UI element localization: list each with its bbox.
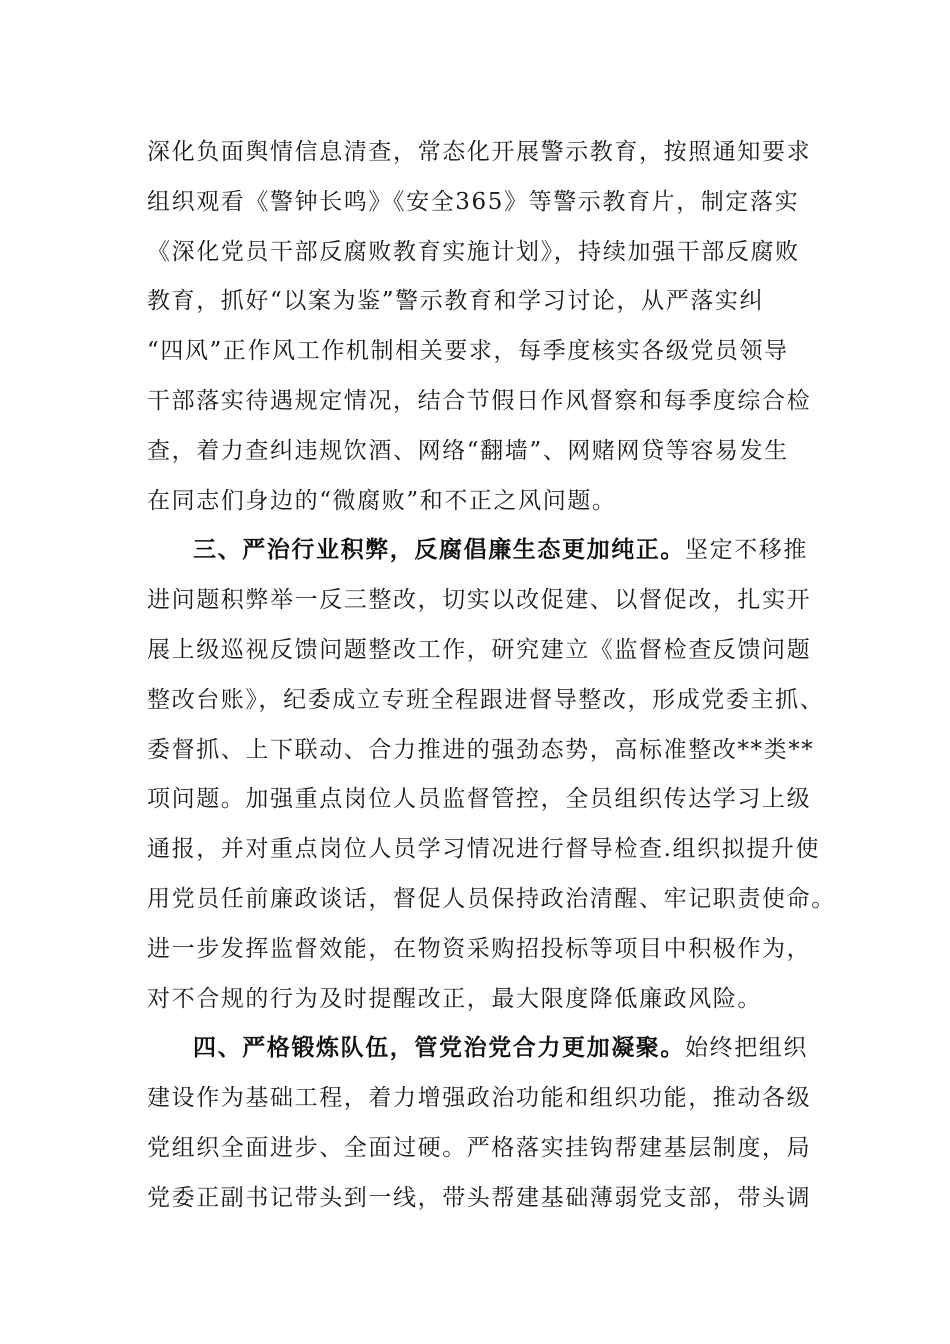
section-three-lead-text: 坚定不移推	[685, 537, 808, 564]
section-four-heading: 四、严格锻炼队伍，管党治党合力更加凝聚。	[193, 1035, 685, 1062]
paragraph-line: 党委正副书记带头到一线，带头帮建基础薄弱党支部，带头调	[147, 1184, 812, 1211]
paragraph-line: 进一步发挥监督效能，在物资采购招投标等项目中积极作为，	[147, 935, 812, 962]
paragraph-line: 委督抓、上下联动、合力推进的强劲态势，高标准整改**类**	[147, 736, 815, 763]
paragraph-line: 展上级巡视反馈问题整改工作，研究建立《监督检查反馈问题	[147, 636, 812, 663]
paragraph-line: 教育，抓好“以案为鉴”警示教育和学习讨论，从严落实纠	[147, 288, 765, 315]
paragraph-line: 建设作为基础工程，着力增强政治功能和组织功能，推动各级	[147, 1085, 812, 1112]
paragraph-line: 深化负面舆情信息清查，常态化开展警示教育，按照通知要求	[147, 139, 812, 165]
paragraph-line: 在同志们身边的“微腐败”和不正之风问题。	[147, 487, 617, 514]
paragraph-line: 查，着力查纠违规饮酒、网络“翻墙”、网赌网贷等容易发生	[147, 437, 789, 464]
paragraph-line: “四风”正作风工作机制相关要求，每季度核实各级党员领导	[147, 338, 789, 365]
document-body	[147, 128, 836, 1224]
paragraph-line: 整改台账》，纪委成立专班全程跟进督导整改，形成党委主抓、	[147, 686, 825, 713]
paragraph-line: 党组织全面进步、全面过硬。严格落实挂钩帮建基层制度，局	[147, 1134, 812, 1161]
paragraph-line: 对不合规的行为及时提醒改正，最大限度降低廉政风险。	[147, 985, 762, 1012]
paragraph-line: 进问题积弊举一反三整改，切实以改促建、以督促改，扎实开	[147, 587, 812, 614]
paragraph-line: 《深化党员干部反腐败教育实施计划》，持续加强干部反腐败	[147, 238, 800, 265]
paragraph-line: 项问题。加强重点岗位人员监督管控，全员组织传达学习上级	[147, 786, 812, 813]
paragraph-line: 通报，并对重点岗位人员学习情况进行督导检查.组织拟提升使	[147, 836, 821, 863]
section-three-heading: 三、严治行业积弊，反腐倡廉生态更加纯正。	[193, 537, 685, 564]
section-four-lead-text: 始终把组织	[685, 1035, 808, 1062]
section-three-first-line	[147, 526, 807, 576]
paragraph-line: 组织观看《警钟长鸣》《安全365》等警示教育片，制定落实	[147, 188, 800, 215]
paragraph-line: 用党员任前廉政谈话，督促人员保持政治清醒、牢记职责使命。	[147, 885, 836, 912]
section-four-first-line	[147, 1024, 807, 1074]
paragraph-line: 干部落实待遇规定情况，结合节假日作风督察和每季度综合检	[147, 387, 812, 414]
